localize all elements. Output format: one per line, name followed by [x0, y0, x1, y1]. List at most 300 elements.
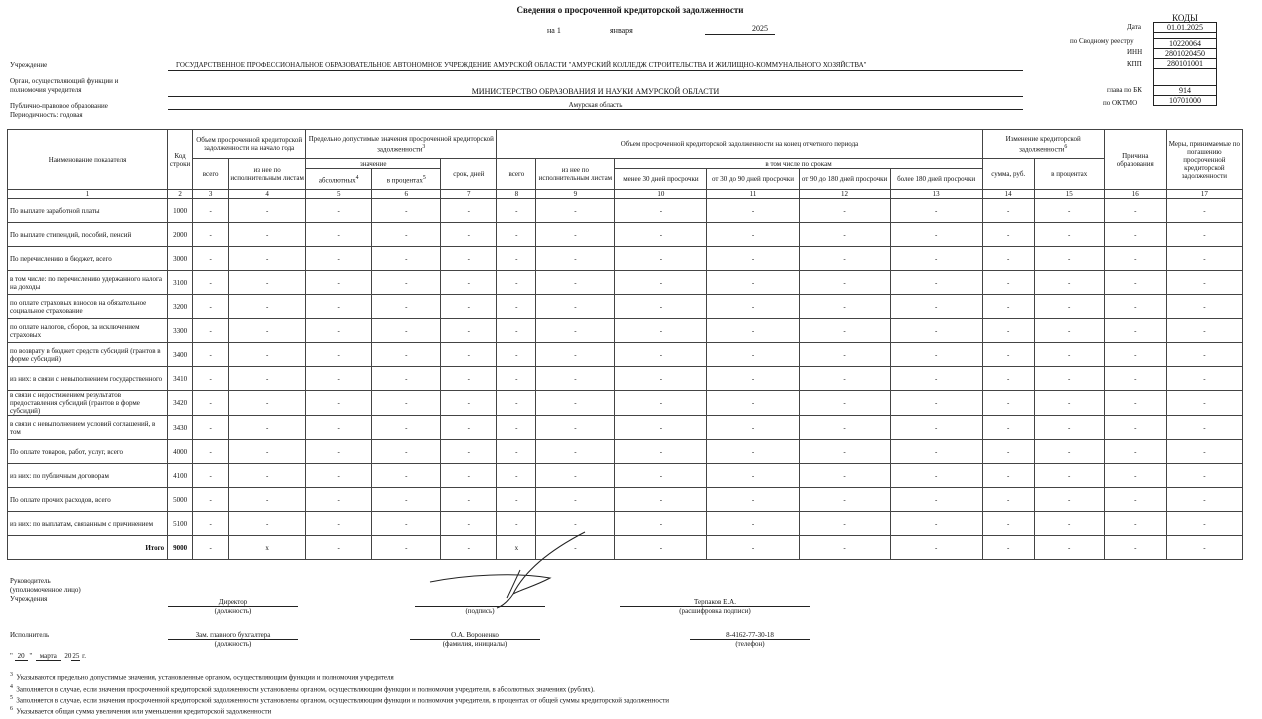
row-cell: -: [536, 464, 615, 488]
row-cell: -: [306, 223, 372, 247]
footnote-5-text: Заполняется в случае, если значения просроченной кредиторской задолженности установлены органом, осуществляющим функции и полномочия учредителя, в процентах от общей суммы кредиторской задолженности: [16, 696, 669, 705]
sign-date-day: 20: [15, 652, 28, 661]
row-cell: -: [890, 536, 982, 560]
row-cell: -: [707, 391, 799, 416]
row-cell: -: [193, 199, 229, 223]
row-cell: -: [372, 488, 441, 512]
row-cell: -: [536, 223, 615, 247]
row-code: 5000: [168, 488, 193, 512]
row-cell: x: [497, 536, 536, 560]
column-number: 1: [8, 190, 168, 199]
row-cell: -: [615, 536, 707, 560]
row-cell: -: [799, 319, 890, 343]
row-cell: -: [193, 271, 229, 295]
row-code: 3410: [168, 367, 193, 391]
column-number: 12: [799, 190, 890, 199]
row-cell: -: [372, 223, 441, 247]
row-cell: -: [497, 391, 536, 416]
row-cell: -: [193, 391, 229, 416]
row-cell: -: [982, 271, 1034, 295]
exec-label: Исполнитель: [10, 631, 50, 639]
th-sum: сумма, руб.: [982, 159, 1034, 190]
row-cell: -: [1166, 271, 1242, 295]
row-cell: -: [707, 416, 799, 440]
row-cell: -: [193, 440, 229, 464]
table-row: [8, 223, 1243, 247]
row-cell: -: [441, 512, 497, 536]
exec-name: О.А. Вороненко: [451, 631, 499, 639]
row-code: 9000: [168, 536, 193, 560]
row-code: 3300: [168, 319, 193, 343]
th-name: Наименование показателя: [8, 130, 168, 190]
code-label-bk: глава по БК: [1107, 86, 1142, 94]
row-cell: -: [441, 440, 497, 464]
code-label-registry: по Сводному реестру: [1070, 37, 1134, 45]
row-cell: -: [615, 488, 707, 512]
row-cell: -: [1166, 488, 1242, 512]
row-cell: -: [982, 343, 1034, 367]
table-row: [8, 488, 1243, 512]
column-number: 7: [441, 190, 497, 199]
th-code: Код строки: [168, 130, 193, 190]
table-row: [8, 343, 1243, 367]
th-limits-text: Предельно допустимые значения просроченной кредиторской задолженности: [308, 134, 494, 154]
row-cell: -: [536, 271, 615, 295]
row-cell: -: [890, 343, 982, 367]
row-name: в связи с недостижением результатов предоставления субсидий (грантов в форме субсидий): [8, 391, 168, 416]
row-cell: -: [441, 391, 497, 416]
row-cell: -: [890, 488, 982, 512]
code-label-kpp: КПП: [1127, 60, 1142, 68]
row-cell: -: [982, 464, 1034, 488]
th-begin: Объем просроченной кредиторской задолженности на начало года: [193, 130, 306, 159]
row-cell: -: [1166, 223, 1242, 247]
footnote-3-text: Указываются предельно допустимые значения, установленные органом, осуществляющим функции и полномочия учредителя: [16, 673, 394, 682]
row-code: 4000: [168, 440, 193, 464]
table-row: [8, 464, 1243, 488]
row-cell: -: [497, 488, 536, 512]
row-cell: -: [193, 295, 229, 319]
row-cell: -: [982, 319, 1034, 343]
footnote-4-text: Заполняется в случае, если значения просроченной кредиторской задолженности установлены органом, осуществляющим функции и полномочия учредителя, в абсолютных значениях (рублях).: [16, 685, 595, 694]
row-cell: -: [707, 512, 799, 536]
row-cell: -: [707, 319, 799, 343]
row-code: 2000: [168, 223, 193, 247]
row-cell: -: [193, 536, 229, 560]
public-underline: [168, 109, 1023, 110]
th-abs-text: абсолютных: [318, 176, 356, 185]
code-label-oktmo: по ОКТМО: [1103, 99, 1138, 107]
table-row: [8, 367, 1243, 391]
table-body: [8, 199, 1243, 560]
th-reason: Причина образования: [1104, 130, 1166, 190]
row-cell: -: [1166, 464, 1242, 488]
period-label: Периодичность: годовая: [10, 111, 83, 119]
th-abs-sup: 4: [355, 174, 359, 181]
row-cell: -: [193, 367, 229, 391]
row-cell: -: [1104, 367, 1166, 391]
row-cell: -: [193, 343, 229, 367]
codes-table: [1153, 22, 1217, 106]
row-cell: -: [306, 391, 372, 416]
footnote-6-num: 6: [10, 706, 13, 712]
row-cell: -: [799, 367, 890, 391]
row-cell: -: [799, 223, 890, 247]
table-row: [8, 512, 1243, 536]
row-name: по возврату в бюджет средств субсидий (грантов в форме субсидий): [8, 343, 168, 367]
debt-table: [7, 129, 1243, 560]
row-cell: -: [1034, 271, 1104, 295]
row-cell: -: [441, 464, 497, 488]
row-cell: -: [1166, 319, 1242, 343]
footnote-4-num: 4: [10, 684, 13, 690]
row-cell: -: [441, 416, 497, 440]
row-cell: -: [372, 271, 441, 295]
row-cell: x: [229, 536, 306, 560]
row-cell: -: [890, 223, 982, 247]
row-cell: -: [229, 319, 306, 343]
row-cell: -: [799, 343, 890, 367]
row-cell: -: [372, 199, 441, 223]
table-row: [8, 391, 1243, 416]
row-cell: -: [229, 343, 306, 367]
row-cell: -: [1104, 223, 1166, 247]
row-cell: -: [441, 343, 497, 367]
column-number: 2: [168, 190, 193, 199]
row-cell: -: [306, 367, 372, 391]
row-cell: -: [229, 512, 306, 536]
row-cell: -: [497, 247, 536, 271]
row-cell: -: [890, 416, 982, 440]
row-cell: -: [707, 440, 799, 464]
row-code: 1000: [168, 199, 193, 223]
sign-date: " 20 " марта 2025 г.: [10, 652, 86, 660]
row-cell: -: [441, 367, 497, 391]
row-cell: -: [372, 391, 441, 416]
row-cell: -: [229, 416, 306, 440]
row-cell: -: [372, 319, 441, 343]
row-cell: -: [707, 295, 799, 319]
row-cell: -: [615, 416, 707, 440]
table-row: [8, 247, 1243, 271]
column-number: 8: [497, 190, 536, 199]
row-cell: -: [982, 295, 1034, 319]
code-label-inn: ИНН: [1127, 48, 1143, 56]
row-cell: -: [372, 247, 441, 271]
row-cell: -: [1104, 536, 1166, 560]
sign-date-year-prefix: 20: [64, 652, 72, 660]
row-cell: -: [497, 271, 536, 295]
row-cell: -: [1166, 512, 1242, 536]
institution-value: ГОСУДАРСТВЕННОЕ ПРОФЕССИОНАЛЬНОЕ ОБРАЗОВАТЕЛЬНОЕ АВТОНОМНОЕ УЧРЕЖДЕНИЕ АМУРСКОЙ ОБЛАСТИ "АМУРСКИЙ КОЛЛЕДЖ СТРОИТЕЛЬСТВА И ЖИЛИЩНО-КОММУНАЛЬНОГО ХОЗЯЙСТВА": [176, 61, 867, 69]
column-number: 9: [536, 190, 615, 199]
row-name: по оплате налогов, сборов, за исключением страховых: [8, 319, 168, 343]
row-cell: -: [890, 464, 982, 488]
row-cell: -: [229, 223, 306, 247]
row-cell: -: [497, 440, 536, 464]
row-name: Итого: [8, 536, 168, 560]
row-cell: -: [1166, 199, 1242, 223]
row-cell: -: [1034, 199, 1104, 223]
sign-date-month: марта: [36, 652, 61, 661]
row-cell: -: [982, 512, 1034, 536]
row-cell: -: [1104, 488, 1166, 512]
row-cell: -: [441, 488, 497, 512]
th-30-90: от 30 до 90 дней просрочки: [707, 169, 799, 190]
row-cell: -: [1104, 247, 1166, 271]
row-cell: -: [615, 464, 707, 488]
row-cell: -: [536, 440, 615, 464]
row-cell: -: [1166, 440, 1242, 464]
row-cell: -: [193, 416, 229, 440]
row-code: 3200: [168, 295, 193, 319]
row-cell: -: [799, 512, 890, 536]
row-cell: -: [982, 391, 1034, 416]
row-cell: -: [441, 319, 497, 343]
founder-value: МИНИСТЕРСТВО ОБРАЗОВАНИЯ И НАУКИ АМУРСКОЙ ОБЛАСТИ: [471, 87, 720, 96]
row-cell: -: [441, 536, 497, 560]
row-cell: -: [890, 247, 982, 271]
sign-date-suffix: г.: [82, 652, 86, 660]
row-cell: -: [1034, 343, 1104, 367]
row-cell: -: [497, 199, 536, 223]
row-cell: -: [306, 247, 372, 271]
row-cell: -: [1034, 536, 1104, 560]
th-pct: [372, 169, 441, 190]
row-cell: -: [536, 512, 615, 536]
row-cell: -: [193, 464, 229, 488]
row-cell: -: [982, 223, 1034, 247]
row-cell: -: [306, 199, 372, 223]
row-name: из них: по публичным договорам: [8, 464, 168, 488]
row-cell: -: [1104, 464, 1166, 488]
row-cell: -: [306, 295, 372, 319]
row-cell: -: [1034, 295, 1104, 319]
row-cell: -: [1166, 295, 1242, 319]
row-cell: -: [1166, 343, 1242, 367]
footnote-6-text: Указывается общая сумма увеличения или уменьшения кредиторской задолженности: [16, 707, 272, 716]
row-cell: -: [1104, 199, 1166, 223]
row-cell: -: [229, 488, 306, 512]
row-cell: -: [615, 391, 707, 416]
row-cell: -: [799, 391, 890, 416]
table-row: [8, 295, 1243, 319]
row-name: По выплате стипендий, пособий, пенсий: [8, 223, 168, 247]
column-number: 13: [890, 190, 982, 199]
row-cell: -: [536, 343, 615, 367]
table-row: [8, 536, 1243, 560]
row-cell: -: [982, 536, 1034, 560]
row-cell: -: [615, 343, 707, 367]
row-cell: -: [497, 512, 536, 536]
head-label-3: Учреждения: [10, 595, 48, 603]
row-cell: -: [372, 416, 441, 440]
column-number: 10: [615, 190, 707, 199]
row-name: по оплате страховых взносов на обязательное социальное страхование: [8, 295, 168, 319]
head-name: Терпаков Е.А.: [694, 598, 736, 606]
th-end: Объем просроченной кредиторской задолженности на конец отчетного периода: [497, 130, 982, 159]
row-cell: -: [799, 536, 890, 560]
row-cell: -: [890, 367, 982, 391]
footnote-6: [10, 706, 271, 715]
table-row: [8, 319, 1243, 343]
row-cell: -: [193, 512, 229, 536]
row-cell: -: [982, 488, 1034, 512]
row-cell: -: [497, 416, 536, 440]
th-90-180: от 90 до 180 дней просрочки: [799, 169, 890, 190]
row-cell: -: [982, 440, 1034, 464]
row-cell: -: [890, 271, 982, 295]
exec-phone: 8-4162-77-30-18: [726, 631, 774, 639]
row-cell: -: [193, 488, 229, 512]
row-cell: -: [707, 271, 799, 295]
row-name: в связи с невыполнением условий соглашений, в том: [8, 416, 168, 440]
row-cell: -: [536, 367, 615, 391]
founder-label-1: Орган, осуществляющий функции и: [10, 77, 119, 85]
row-cell: -: [306, 271, 372, 295]
row-name: из них: в связи с невыполнением государственного: [8, 367, 168, 391]
row-cell: -: [441, 223, 497, 247]
column-number: 3: [193, 190, 229, 199]
row-code: 3400: [168, 343, 193, 367]
row-cell: -: [1104, 295, 1166, 319]
exec-position: Зам. главного бухгалтера: [195, 631, 271, 639]
public-value: Амурская область: [568, 101, 623, 109]
row-cell: -: [372, 440, 441, 464]
row-cell: -: [193, 247, 229, 271]
th-value: значение: [306, 159, 441, 169]
row-code: 3420: [168, 391, 193, 416]
row-cell: -: [372, 536, 441, 560]
th-measures: Меры, принимаемые по погашению просроченной кредиторской задолженности: [1166, 130, 1242, 190]
row-cell: -: [799, 488, 890, 512]
institution-underline: [168, 70, 1023, 71]
th-begin-total: всего: [193, 159, 229, 190]
row-cell: -: [229, 464, 306, 488]
row-cell: -: [497, 223, 536, 247]
date-prefix: на 1: [547, 26, 561, 35]
row-cell: -: [1034, 416, 1104, 440]
row-code: 3430: [168, 416, 193, 440]
row-cell: -: [536, 247, 615, 271]
row-cell: -: [1166, 536, 1242, 560]
row-cell: -: [1104, 512, 1166, 536]
row-cell: -: [536, 536, 615, 560]
row-cell: -: [536, 416, 615, 440]
row-cell: -: [536, 488, 615, 512]
date-year: 2025: [752, 24, 768, 33]
row-code: 3000: [168, 247, 193, 271]
row-cell: -: [229, 440, 306, 464]
row-cell: -: [1034, 488, 1104, 512]
th-inpct: в процентах: [1034, 159, 1104, 190]
row-cell: -: [615, 319, 707, 343]
code-date: 01.01.2025: [1154, 23, 1217, 33]
table-row: [8, 440, 1243, 464]
th-begin-exec: из нее по исполнительным листам: [229, 159, 306, 190]
code-oktmo: 10701000: [1154, 96, 1217, 106]
institution-label: Учреждение: [10, 61, 48, 69]
report-title: Сведения о просроченной кредиторской задолженности: [516, 5, 744, 15]
row-cell: -: [615, 199, 707, 223]
column-number: 15: [1034, 190, 1104, 199]
row-cell: -: [497, 343, 536, 367]
row-cell: -: [441, 295, 497, 319]
row-cell: -: [1034, 223, 1104, 247]
th-limits: [306, 130, 497, 159]
row-cell: -: [306, 488, 372, 512]
row-cell: -: [441, 247, 497, 271]
row-cell: -: [229, 199, 306, 223]
table-row: [8, 199, 1243, 223]
row-cell: -: [372, 343, 441, 367]
head-position: Директор: [218, 598, 248, 606]
founder-underline: [168, 96, 1023, 97]
head-label-1: Руководитель: [10, 577, 51, 585]
column-number: 4: [229, 190, 306, 199]
th-pct-sup: 5: [422, 174, 426, 181]
row-cell: -: [193, 319, 229, 343]
th-end-total: всего: [497, 159, 536, 190]
row-cell: -: [890, 199, 982, 223]
row-cell: -: [229, 271, 306, 295]
head-label-2: (уполномоченное лицо): [10, 586, 81, 594]
row-cell: -: [497, 295, 536, 319]
row-cell: -: [707, 223, 799, 247]
row-cell: -: [707, 199, 799, 223]
footnote-5: [10, 695, 669, 704]
row-cell: -: [441, 271, 497, 295]
row-cell: -: [1104, 416, 1166, 440]
column-number: 16: [1104, 190, 1166, 199]
row-cell: -: [1166, 247, 1242, 271]
row-cell: -: [306, 464, 372, 488]
signature-image: [425, 520, 605, 610]
row-cell: -: [615, 512, 707, 536]
row-cell: -: [799, 199, 890, 223]
date-month: января: [610, 26, 633, 35]
row-cell: -: [536, 391, 615, 416]
column-number: 6: [372, 190, 441, 199]
row-cell: -: [890, 319, 982, 343]
row-cell: -: [1166, 416, 1242, 440]
row-cell: -: [372, 367, 441, 391]
row-cell: -: [1034, 367, 1104, 391]
footnote-3: [10, 672, 394, 681]
th-abs: [306, 169, 372, 190]
row-cell: -: [306, 536, 372, 560]
head-label: [10, 577, 81, 604]
th-end-exec: из нее по исполнительным листам: [536, 159, 615, 190]
row-name: По оплате товаров, работ, услуг, всего: [8, 440, 168, 464]
row-cell: -: [1034, 440, 1104, 464]
th-change-text: Изменение кредиторской задолженности: [1005, 134, 1081, 154]
public-label: Публично-правовое образование: [10, 102, 108, 110]
exec-position-caption: (должность): [214, 640, 252, 648]
row-cell: -: [306, 512, 372, 536]
row-cell: -: [890, 440, 982, 464]
row-cell: -: [890, 391, 982, 416]
column-numbers-row: [8, 190, 1243, 199]
code-inn: 2801020450: [1154, 49, 1217, 59]
th-limits-sup: 3: [422, 143, 426, 150]
row-cell: -: [799, 247, 890, 271]
row-cell: -: [497, 319, 536, 343]
row-cell: -: [497, 464, 536, 488]
row-cell: -: [707, 247, 799, 271]
row-cell: -: [890, 512, 982, 536]
founder-label-2: полномочия учредителя: [10, 86, 82, 94]
